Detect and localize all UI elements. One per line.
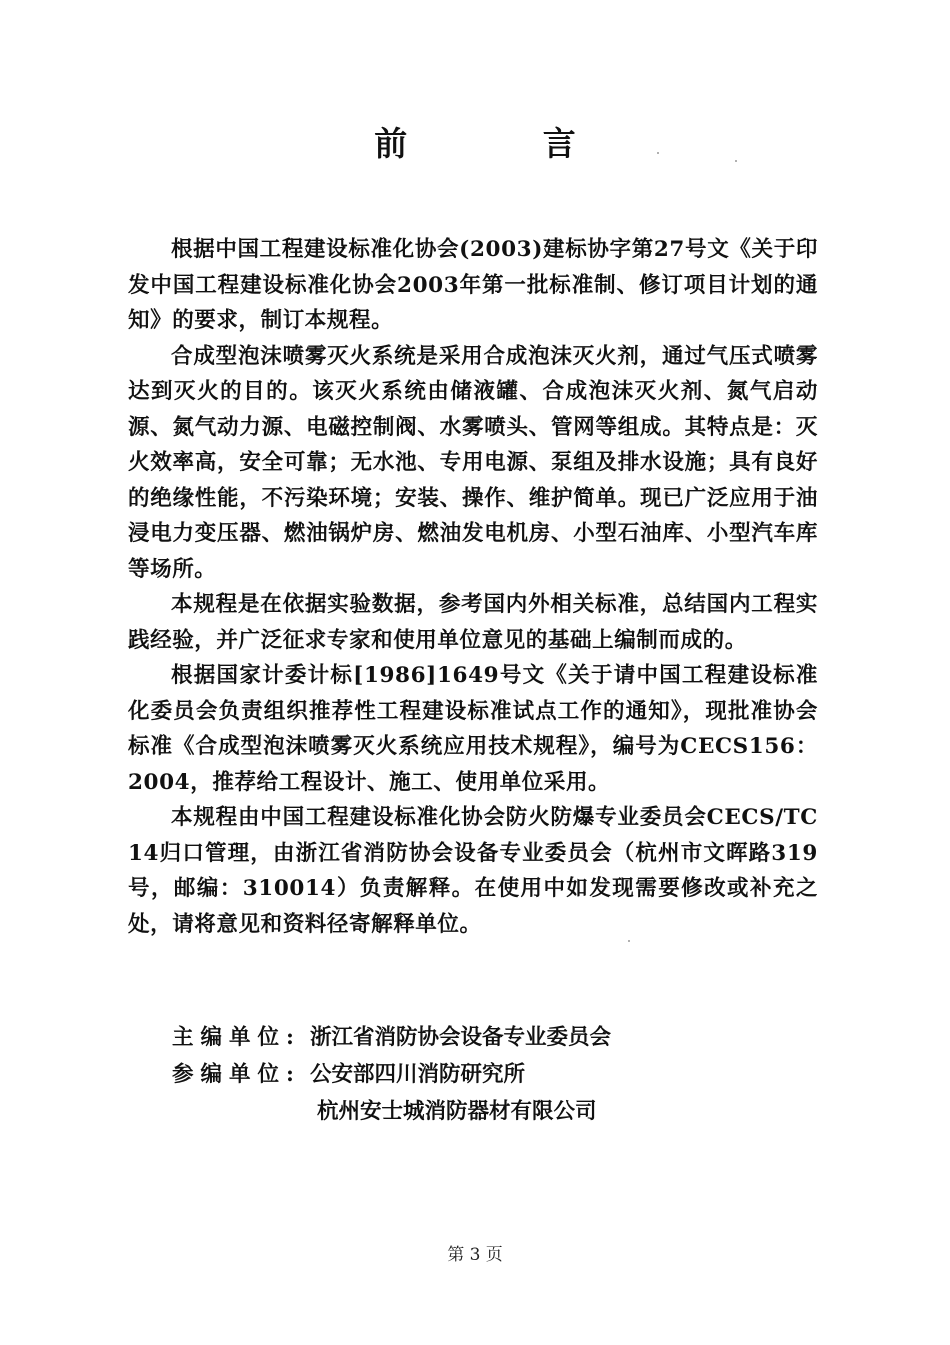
paragraph-3: 本规程是在依据实验数据，参考国内外相关标准，总结国内工程实践经验，并广泛征求专家和使用单位意见的基础上编制而成的。 [128, 592, 818, 653]
scan-speck [628, 940, 630, 942]
participant-row-2 [317, 1094, 597, 1129]
page-title: 前 言 [374, 124, 638, 163]
participant-row [172, 1057, 525, 1092]
paragraph-4: 根据国家计委计标[1986]1649号文《关于请中国工程建设标准化委员会负责组织推荐性工程建设标准试点工作的通知》，现批准协会标准《合成型泡沫喷雾灭火系统应用技术规程》，编号为CECS156：2004，推荐给工程设计、施工、使用单位采用。 [128, 663, 818, 795]
participant-label: 参编单位: [172, 1062, 301, 1087]
chief-editor-label: 主编单位: [172, 1025, 301, 1050]
scan-speck [735, 160, 737, 162]
participant-value-2: 杭州安士城消防器材有限公司 [317, 1099, 597, 1124]
paragraph-5: 本规程由中国工程建设标准化协会防火防爆专业委员会CECS/TC 14归口管理，由浙江省消防协会设备专业委员会（杭州市文晖路319号，邮编：310014）负责解释。在使用中如发现需要修改或补充之处，请将意见和资料径寄解释单位。 [128, 805, 818, 937]
chief-editor-value: 浙江省消防协会设备专业委员会 [310, 1025, 612, 1050]
paragraph-1: 根据中国工程建设标准化协会(2003)建标协字第27号文《关于印发中国工程建设标准化协会2003年第一批标准制、修订项目计划的通知》的要求，制订本规程。 [128, 237, 818, 333]
participant-value-1: 公安部四川消防研究所 [310, 1062, 526, 1087]
preface-body [128, 232, 818, 942]
paragraph-2: 合成型泡沫喷雾灭火系统是采用合成泡沫灭火剂，通过气压式喷雾达到灭火的目的。该灭火系统由储液罐、合成泡沫灭火剂、氮气启动源、氮气动力源、电磁控制阀、水雾喷头、管网等组成。其特点是：灭火效率高，安全可靠；无水池、专用电源、泵组及排水设施；具有良好的绝缘性能，不污染环境；安装、操作、维护简单。现已广泛应用于油浸电力变压器、燃油锅炉房、燃油发电机房、小型石油库、小型汽车库等场所。 [128, 343, 818, 582]
page-number: 第 3 页 [447, 1245, 503, 1265]
chief-editor-row [172, 1020, 611, 1055]
scan-speck [657, 152, 659, 154]
